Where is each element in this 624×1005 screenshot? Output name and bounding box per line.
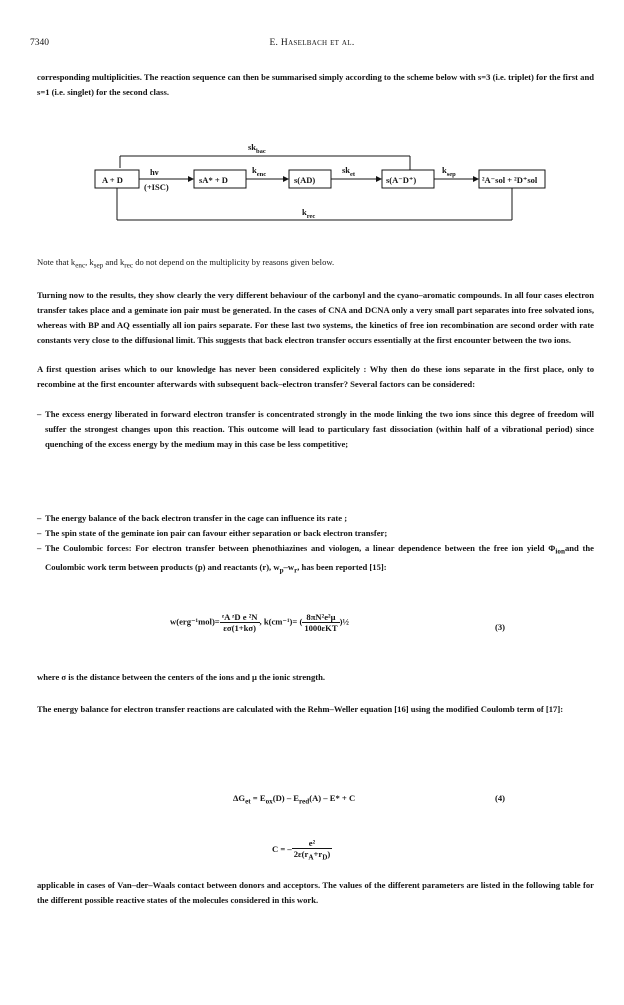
arrow-sep-head: [473, 176, 479, 182]
intro-paragraph: corresponding multiplicities. The reaction sequence can then be summarised simply according to the scheme below with s=3 (i.e. triplet) for the first and s=1 (i.e. singlet) for the second class.: [37, 72, 594, 97]
equation-3: w(erg⁻¹mol)= $\frac{\text{ᶻA ᶻD e ²N}}{\varepsilon\sigma(1+k\sigma)}$ , k(cm⁻¹)= ( $\frac{\text{8πN²e²μ}}{\text{1000εKT}}$ )½: [170, 612, 349, 633]
equation-3-number: (3): [495, 622, 506, 632]
results-paragraph: Turning now to the results, they show clearly the very different behaviour of the carbonyl and the cyano–aromatic compounds. In all four cases electron transfer takes place and a geminate ion pair must be generated. In the cases of CNA and DCNA only a very small part separates into free solvated ions, whereas with BP and AQ essentially all ion pairs separate. For these last two systems, the kinetics of free ion recombination are second order with rate constants very close to the diffusional limit. This suggests that back electron transfer occurs essentially at the first encounter between the two ions.: [37, 290, 594, 345]
equation-4-number: (4): [495, 793, 506, 803]
arrow-enc-head: [283, 176, 289, 182]
where-line: where σ is the distance between the centers of the ions and μ the ionic strength.: [37, 672, 326, 682]
k-bac-label: $sk_{bac}$: [248, 142, 266, 155]
question-paragraph: A first question arises which to our knowledge has never been considered explicitely : Why then do these ions separate in the first place, only to recombine at the first encounter afterwards with subsequent back–electron transfer? Several factors can be considered:: [37, 364, 594, 389]
isc-label: (+ISC): [144, 182, 169, 192]
k-sep-label: $k_{sep}$: [442, 165, 456, 178]
rehm-weller-paragraph: The energy balance for electron transfer reactions are calculated with the Rehm–Weller equation [16] using the modified Coulomb term of [17]:: [37, 704, 564, 714]
note-line: Note that $k_{enc}$, $k_{sep}$ and $k_{rec}$ do not depend on the multiplicity by reasons given below.: [37, 257, 335, 270]
box-ion-pair-label: s(A⁻D⁺): [386, 175, 417, 185]
factor-item-coulombic: – The Coulombic forces: For electron transfer between phenothiazines and viologen, a linear dependence between the free ion yield $\Phi_{ion}and$ the Coulombic work term between products (p) and reactants (r), $w_p-w_r$, has been reported [15]:: [37, 543, 594, 575]
k-rec-label: $k_{rec}$: [302, 207, 316, 220]
box-complex-label: s(AD): [294, 175, 316, 185]
box-a-plus-d-label: A + D: [102, 175, 123, 185]
hv-label: hν: [150, 167, 159, 177]
factor-item-spin-state: – The spin state of the geminate ion pair can favour either separation or back electron transfer;: [37, 528, 388, 538]
k-enc-label: $k_{enc}$: [252, 165, 267, 178]
box-free-ions-label: ²A⁻sol + ²D⁺sol: [482, 175, 538, 185]
k-et-label: $sk_{et}$: [342, 165, 356, 178]
applicability-paragraph: applicable in cases of Van–der–Waals contact between donors and acceptors. The values of the different parameters are listed in the following table for the different possible reactive states of the molecules considered in this work.: [37, 880, 594, 905]
running-head: E. Haselbach et al.: [269, 38, 355, 48]
arrow-hv-head: [188, 176, 194, 182]
page-number: 7340: [30, 38, 49, 48]
factor-item-energy-balance: – The energy balance of the back electron transfer in the cage can influence its rate ;: [37, 513, 348, 523]
equation-4: $\Delta G_{et} = E_{ox}(D) - E_{red}(A) - E* + C$: [233, 793, 356, 806]
reaction-scheme: [80, 140, 560, 250]
arrow-et-head: [376, 176, 382, 182]
box-excited-label: sA* + D: [199, 175, 228, 185]
equation-coulomb-term: C = – $\frac{\text{e²}}{2\varepsilon(r_A+r_D)}$: [272, 838, 331, 862]
factor-item-excess-energy: – The excess energy liberated in forward electron transfer is concentrated strongly in the mode linking the two ions since this degree of freedom will suffer the strongest changes upon this reaction. This outcome will lead to particulary fast dissociation (within half of a vibrational period) since quenching of the excess energy by the medium may in this case be less competitive;: [37, 409, 594, 449]
